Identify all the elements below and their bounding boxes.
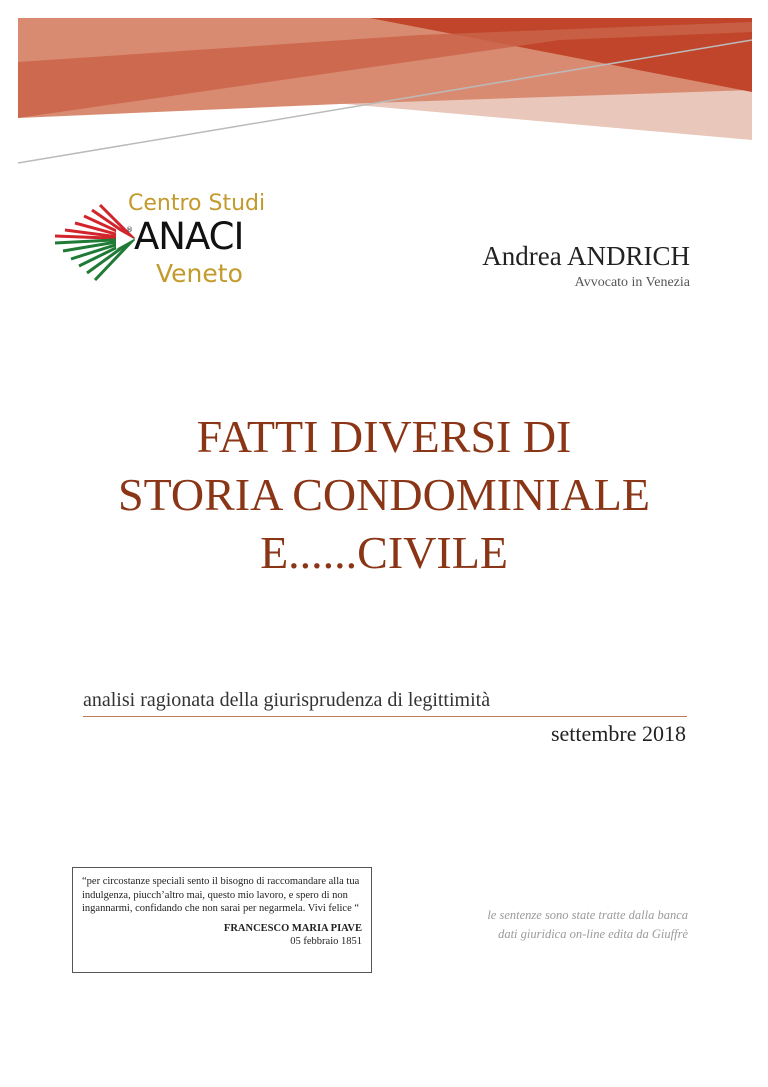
document-title — [40, 408, 728, 582]
title-line-3: E......CIVILE — [260, 527, 508, 578]
title-line-1: FATTI DIVERSI DI — [196, 411, 572, 462]
logo-registered-mark: ® — [126, 226, 133, 234]
author-block — [482, 241, 690, 291]
anaci-fan-icon — [50, 195, 140, 285]
document-date: settembre 2018 — [550, 721, 686, 746]
logo-anaci: ANACI — [134, 215, 244, 258]
quote-box — [72, 867, 372, 973]
subtitle-divider — [83, 716, 687, 717]
logo-centro-studi: Centro Studi — [128, 191, 266, 216]
author-name: Andrea ANDRICH — [482, 241, 690, 271]
source-note-line-2: dati giuridica on-line edita da Giuffrè — [498, 927, 688, 941]
quote-date: 05 febbraio 1851 — [290, 936, 362, 947]
title-line-2: STORIA CONDOMINIALE — [118, 469, 650, 520]
quote-author: FRANCESCO MARIA PIAVE — [223, 922, 362, 934]
document-subtitle: analisi ragionata della giurisprudenza di legittimità — [83, 689, 491, 711]
author-role: Avvocato in Venezia — [574, 275, 690, 290]
logo-veneto: Veneto — [156, 259, 243, 288]
source-note — [487, 906, 688, 944]
header-banner — [0, 0, 768, 175]
centro-studi-logo — [50, 190, 290, 295]
source-note-line-1: le sentenze sono state tratte dalla banca — [487, 908, 688, 922]
quote-text: “per circostanze speciali sento il bisogno di raccomandare alla tua indulgenza, piucch’altro mai, questo mio lavoro, e spero di non ingannarmi, confidando che non sarai per negarmela. Vivi felice “ — [82, 876, 360, 914]
